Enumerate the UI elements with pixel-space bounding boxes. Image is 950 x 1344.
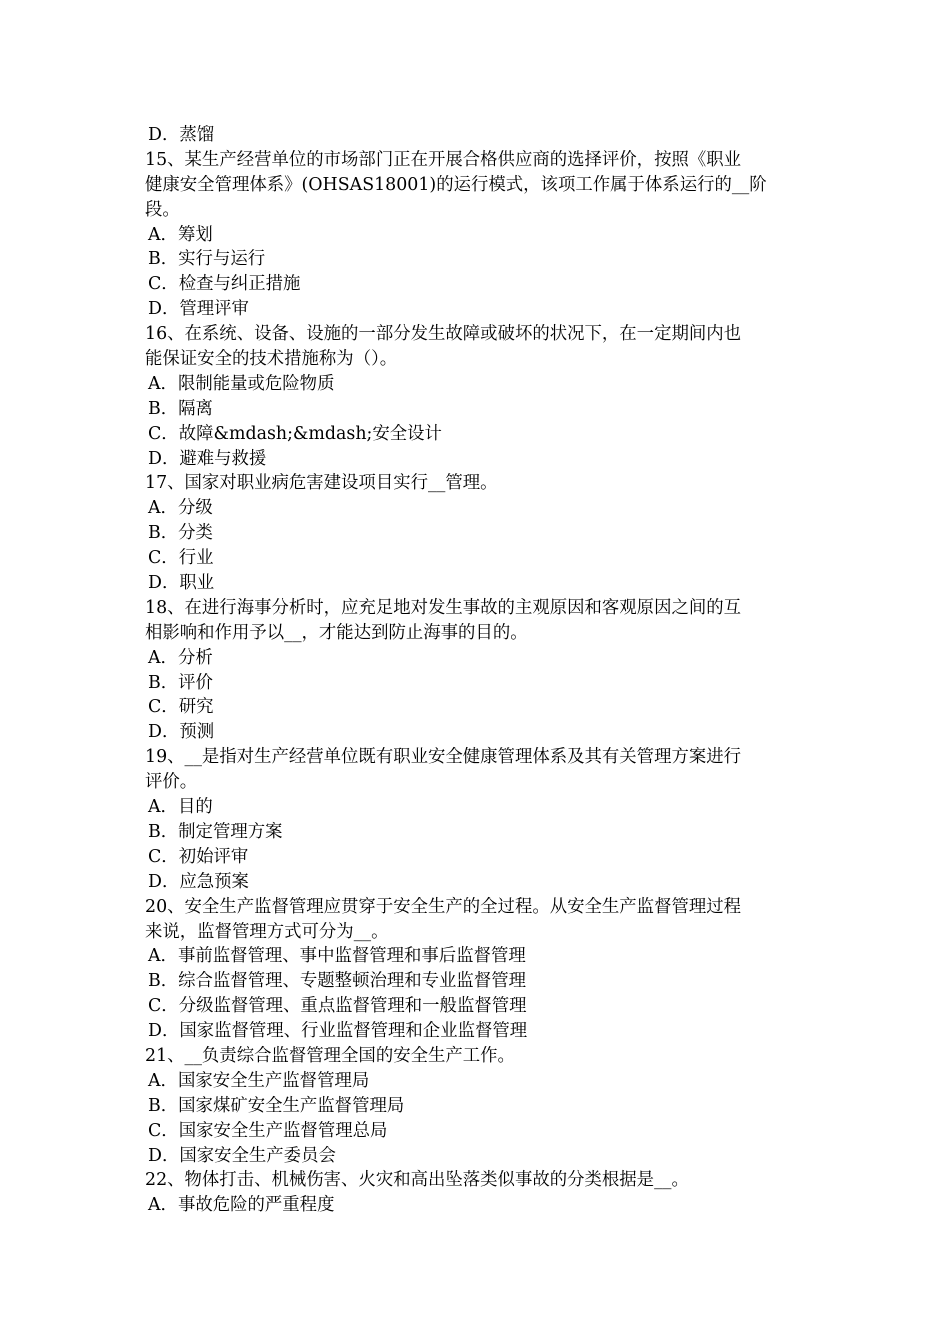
answer-option-line: D．国家监督管理、行业监督管理和企业监督管理	[148, 1021, 528, 1042]
answer-option-line: B．实行与运行	[148, 249, 266, 270]
question-text-line: 健康安全管理体系》(OHSAS18001)的运行模式，该项工作属于体系运行的__阶	[145, 174, 767, 195]
question-text-line: 段。	[145, 199, 180, 220]
question-text-line: 相影响和作用予以__，才能达到防止海事的目的。	[145, 622, 528, 643]
question-text-line: 20、安全生产监督管理应贯穿于安全生产的全过程。从安全生产监督管理过程	[145, 896, 742, 917]
question-text-line: 能保证安全的技术措施称为（）。	[145, 349, 398, 370]
question-text-line: 17、国家对职业病危害建设项目实行__管理。	[145, 473, 498, 494]
answer-option-line: C．国家安全生产监督管理总局	[148, 1120, 388, 1141]
answer-option-line: D．国家安全生产委员会	[148, 1145, 336, 1166]
answer-option-line: B．隔离	[148, 398, 213, 419]
answer-option-line: B．制定管理方案	[148, 821, 283, 842]
question-text-line: 22、物体打击、机械伤害、火灾和高出坠落类似事故的分类根据是__。	[145, 1170, 689, 1191]
answer-option-line: C．分级监督管理、重点监督管理和一般监督管理	[148, 996, 527, 1017]
answer-option-line: C．研究	[148, 697, 214, 718]
answer-option-line: C．检查与纠正措施	[148, 274, 301, 295]
answer-option-line: A．事前监督管理、事中监督管理和事后监督管理	[148, 946, 526, 967]
answer-option-line: A．事故危险的严重程度	[148, 1195, 335, 1216]
question-text-line: 评价。	[145, 772, 198, 793]
answer-option-line: C．行业	[148, 548, 214, 569]
question-text-line: 19、__是指对生产经营单位既有职业安全健康管理体系及其有关管理方案进行	[145, 747, 742, 768]
answer-option-line: C．故障&mdash;&mdash;安全设计	[148, 423, 442, 444]
answer-option-line: B．综合监督管理、专题整顿治理和专业监督管理	[148, 971, 526, 992]
answer-option-line: B．国家煤矿安全生产监督管理局	[148, 1095, 405, 1116]
answer-option-line: D．管理评审	[148, 299, 249, 320]
answer-option-line: A．国家安全生产监督管理局	[148, 1070, 370, 1091]
question-text-line: 15、某生产经营单位的市场部门正在开展合格供应商的选择评价，按照《职业	[145, 149, 742, 170]
question-text-line: 21、__负责综合监督管理全国的安全生产工作。	[145, 1045, 515, 1066]
answer-option-line: B．分类	[148, 523, 213, 544]
answer-option-line: A．分析	[148, 647, 213, 668]
answer-option-line: B．评价	[148, 672, 213, 693]
answer-option-line: D．预测	[148, 722, 215, 743]
question-text-line: 来说，监督管理方式可分为__。	[145, 921, 389, 942]
question-text-line: 18、在进行海事分析时，应充足地对发生事故的主观原因和客观原因之间的互	[145, 597, 742, 618]
answer-option-line: A．分级	[148, 498, 213, 519]
answer-option-line: D．避难与救援	[148, 448, 267, 469]
document-body	[145, 123, 815, 1218]
answer-option-line: A．筹划	[148, 224, 213, 245]
answer-option-line: D．职业	[148, 573, 215, 594]
answer-option-line: A．目的	[148, 797, 213, 818]
answer-option-line: C．初始评审	[148, 846, 249, 867]
question-text-line: 16、在系统、设备、设施的一部分发生故障或破坏的状况下，在一定期间内也	[145, 324, 742, 345]
answer-option-line: D．蒸馏	[148, 125, 215, 145]
answer-option-line: A．限制能量或危险物质	[148, 373, 335, 394]
answer-option-line: D．应急预案	[148, 871, 249, 892]
